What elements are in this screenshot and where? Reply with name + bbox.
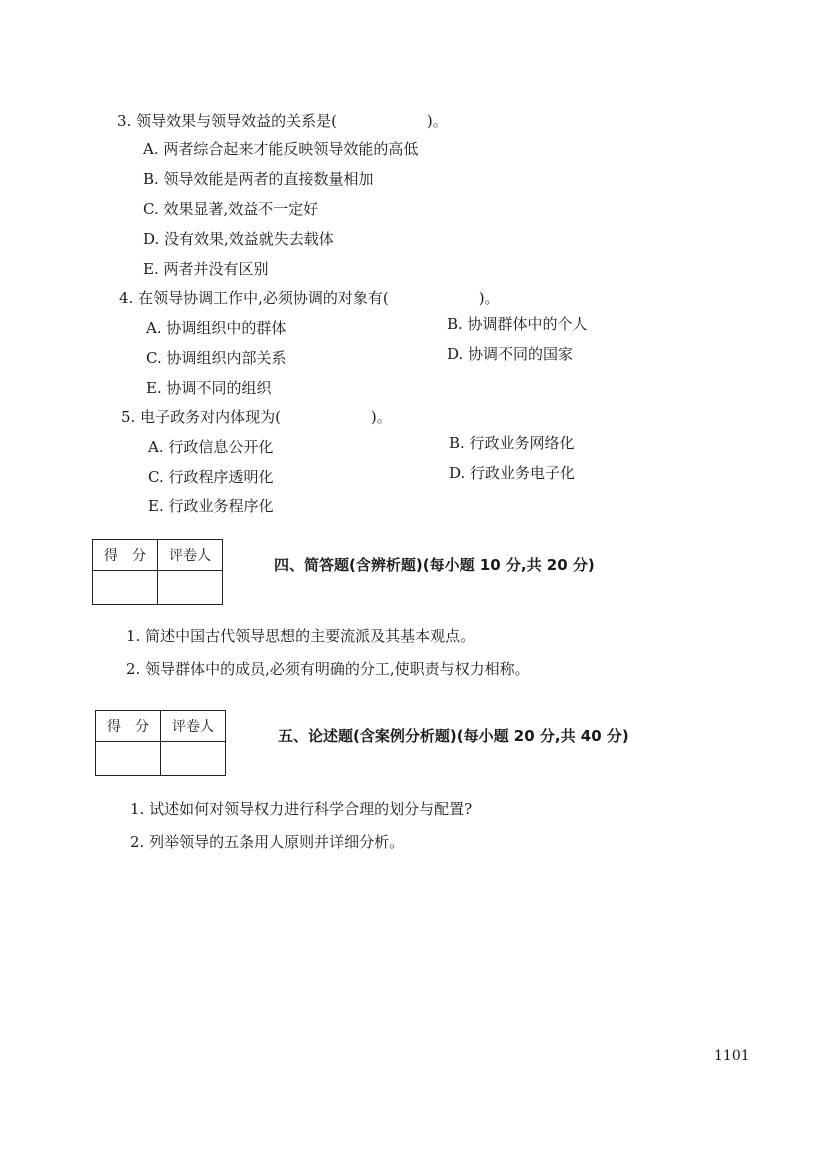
- question-4-option-c: C. 协调组织内部关系: [146, 349, 287, 367]
- question-3-option-e: E. 两者并没有区别: [143, 260, 269, 278]
- question-5-option-b: B. 行政业务网络化: [449, 434, 575, 452]
- section-4-question-2: 2. 领导群体中的成员,必须有明确的分工,使职责与权力相称。: [126, 660, 530, 678]
- score-table-section-4: [92, 539, 223, 605]
- grader-cell: [158, 571, 223, 605]
- question-4-stem: 4. 在领导协调工作中,必须协调的对象有( )。: [119, 289, 500, 307]
- section-4-title: 四、简答题(含辨析题)(每小题 10 分,共 20 分): [274, 556, 595, 574]
- question-4-option-d: D. 协调不同的国家: [447, 345, 574, 363]
- section-5-question-1: 1. 试述如何对领导权力进行科学合理的划分与配置?: [130, 800, 473, 818]
- score-label: 得 分: [96, 711, 161, 742]
- score-cell: [93, 571, 158, 605]
- question-4-option-e: E. 协调不同的组织: [146, 379, 272, 397]
- question-5-option-e: E. 行政业务程序化: [148, 497, 274, 515]
- section-4-question-1: 1. 简述中国古代领导思想的主要流派及其基本观点。: [126, 627, 476, 645]
- question-5-stem: 5. 电子政务对内体现为( )。: [121, 408, 392, 426]
- question-4-option-b: B. 协调群体中的个人: [447, 315, 588, 333]
- score-table-section-5: [95, 710, 226, 776]
- score-cell: [96, 742, 161, 776]
- score-label: 得 分: [93, 540, 158, 571]
- question-3-option-a: A. 两者综合起来才能反映领导效能的高低: [143, 140, 419, 158]
- question-3-option-b: B. 领导效能是两者的直接数量相加: [143, 170, 374, 188]
- grader-label: 评卷人: [161, 711, 226, 742]
- grader-label: 评卷人: [158, 540, 223, 571]
- question-4-option-a: A. 协调组织中的群体: [146, 319, 287, 337]
- grader-cell: [161, 742, 226, 776]
- question-3-option-d: D. 没有效果,效益就失去载体: [143, 230, 334, 248]
- question-3-option-c: C. 效果显著,效益不一定好: [143, 200, 319, 218]
- section-5-question-2: 2. 列举领导的五条用人原则并详细分析。: [130, 833, 405, 851]
- question-3-stem: 3. 领导效果与领导效益的关系是( )。: [117, 112, 448, 130]
- question-5-option-a: A. 行政信息公开化: [148, 438, 274, 456]
- section-5-title: 五、论述题(含案例分析题)(每小题 20 分,共 40 分): [278, 727, 629, 745]
- question-5-option-c: C. 行政程序透明化: [148, 468, 274, 486]
- question-5-option-d: D. 行政业务电子化: [449, 464, 576, 482]
- page-number: 1101: [714, 1048, 750, 1064]
